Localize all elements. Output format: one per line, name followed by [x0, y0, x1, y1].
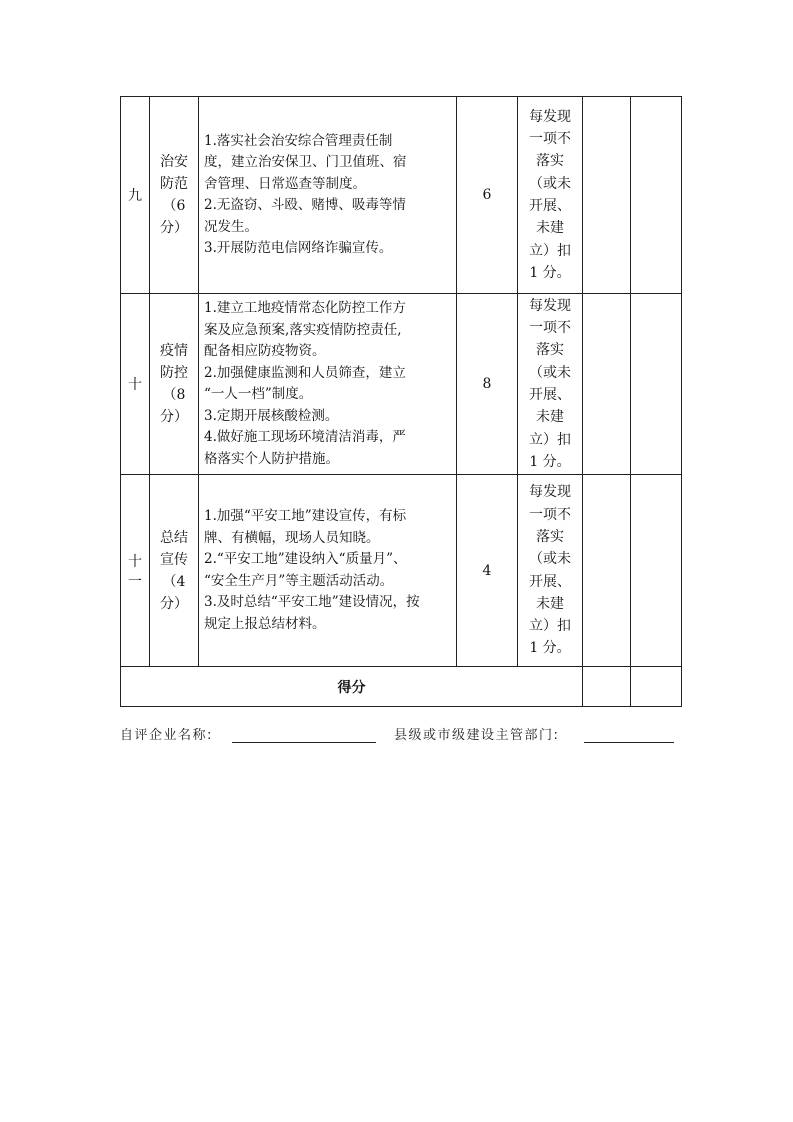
total-self-score-cell[interactable] [583, 667, 631, 707]
content-cell: 1.加强“平安工地”建设宣传，有标 牌、有横幅，现场人员知晓。 2.“平安工地”建设纳入“质量月”、 “安全生产月”等主题活动活动。 3.及时总结“平安工地”建设情况，按 规定上报总结材料。 [199, 475, 457, 667]
table-row [121, 475, 682, 667]
content-cell: 1.落实社会治安综合管理责任制 度，建立治安保卫、门卫值班、宿 舍管理、日常巡查等制度。 2.无盗窃、斗殴、赌博、吸毒等情 况发生。 3.开展防范电信网络诈骗宣传。 [199, 97, 457, 294]
category-cell: 总结 宣传 （4 分） [150, 475, 199, 667]
score-label: 得分 [121, 667, 583, 707]
category-cell: 疫情 防控 （8 分） [150, 294, 199, 475]
row-number: 十 一 [121, 475, 150, 667]
review-score-cell[interactable] [631, 294, 682, 475]
review-score-cell[interactable] [631, 475, 682, 667]
score-row [121, 667, 682, 707]
evaluation-table [120, 96, 682, 707]
self-score-cell[interactable] [583, 475, 631, 667]
points-cell: 8 [457, 294, 518, 475]
department-field[interactable] [584, 742, 674, 743]
row-number: 十 [121, 294, 150, 475]
department-label: 县级或市级建设主管部门: [394, 728, 560, 743]
table-row [121, 97, 682, 294]
points-cell: 4 [457, 475, 518, 667]
deduction-method-cell: 每发现 一项不 落实 （或未 开展、 未建 立）扣 1 分。 [518, 475, 583, 667]
total-review-score-cell[interactable] [631, 667, 682, 707]
self-score-cell[interactable] [583, 294, 631, 475]
table-row [121, 294, 682, 475]
row-number: 九 [121, 97, 150, 294]
review-score-cell[interactable] [631, 97, 682, 294]
self-score-cell[interactable] [583, 97, 631, 294]
company-name-field[interactable] [232, 742, 376, 743]
category-cell: 治安 防范 （6 分） [150, 97, 199, 294]
deduction-method-cell: 每发现 一项不 落实 （或未 开展、 未建 立）扣 1 分。 [518, 97, 583, 294]
deduction-method-cell: 每发现 一项不 落实 （或未 开展、 未建 立）扣 1 分。 [518, 294, 583, 475]
company-name-label: 自评企业名称: [120, 728, 213, 743]
content-cell: 1.建立工地疫情常态化防控工作方 案及应急预案,落实疫情防控责任, 配备相应防疫物资。 2.加强健康监测和人员筛查，建立 “一人一档”制度。 3.定期开展核酸检测。 4.做好施工现场环境清洁消毒，严 格落实个人防护措施。 [199, 294, 457, 475]
points-cell: 6 [457, 97, 518, 294]
